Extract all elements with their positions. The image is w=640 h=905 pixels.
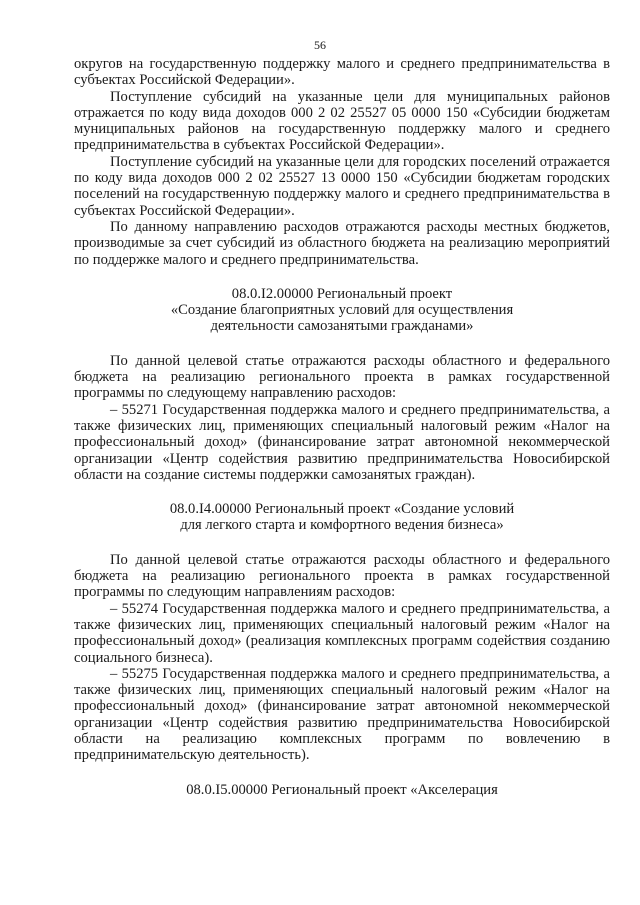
section-heading: 08.0.I4.00000 Региональный проект «Создание условий <box>169 501 515 518</box>
section-heading: «Создание благоприятных условий для осуществления <box>170 302 514 319</box>
paragraph: По данной целевой статье отражаются расходы областного и федерального бюджета на реализацию регионального проекта в рамках государственной программы по следующему направлению расходов: <box>74 352 610 402</box>
document-body <box>74 56 610 798</box>
list-item: – 55275 Государственная поддержка малого и среднего предпринимательства, а также физических лиц, применяющих специальный налоговый режим «Налог на профессиональный доход» (финансирование затрат автономной некоммерческой организации «Центр содействия развитию предпринимательства Новосибирской области на реализацию комплексных программ по вовлечению в предпринимательскую деятельность). <box>74 665 610 764</box>
paragraph: По данному направлению расходов отражаются расходы местных бюджетов, производимые за счет субсидий из областного бюджета на реализацию мероприятий по поддержке малого и среднего предпринимательства. <box>74 218 610 268</box>
paragraph: Поступление субсидий на указанные цели для городских поселений отражается по коду вида доходов 000 2 02 25527 13 0000 150 «Субсидии бюджетам городских поселений на государственную поддержку малого и среднего предпринимательства в субъектах Российской Федерации». <box>74 153 610 219</box>
list-item: – 55271 Государственная поддержка малого и среднего предпринимательства, а также физических лиц, применяющих специальный налоговый режим «Налог на профессиональный доход» (финансирование затрат автономной некоммерческой организации «Центр содействия развитию предпринимательства Новосибирской области на создание системы поддержки самозанятых граждан). <box>74 401 610 483</box>
paragraph: По данной целевой статье отражаются расходы областного и федерального бюджета на реализацию регионального проекта в рамках государственной программы по следующим направлениям расходов: <box>74 551 610 601</box>
list-item: – 55274 Государственная поддержка малого и среднего предпринимательства, а также физических лиц, применяющих специальный налоговый режим «Налог на профессиональный доход» (реализация комплексных программ содействия созданию социального бизнеса). <box>74 600 610 666</box>
section-heading: деятельности самозанятыми гражданами» <box>210 318 474 335</box>
paragraph: Поступление субсидий на указанные цели для муниципальных районов отражается по коду вида доходов 000 2 02 25527 05 0000 150 «Субсидии бюджетам муниципальных районов на государственную поддержку малого и среднего предпринимательства в субъектах Российской Федерации». <box>74 88 610 154</box>
section-heading: 08.0.I5.00000 Региональный проект «Акселерация <box>186 781 498 798</box>
section-heading: для легкого старта и комфортного ведения бизнеса» <box>180 517 504 534</box>
section-heading: 08.0.I2.00000 Региональный проект <box>231 285 453 302</box>
page-number: 56 <box>314 38 326 52</box>
paragraph: округов на государственную поддержку малого и среднего предпринимательства в субъектах Российской Федерации». <box>74 56 610 89</box>
